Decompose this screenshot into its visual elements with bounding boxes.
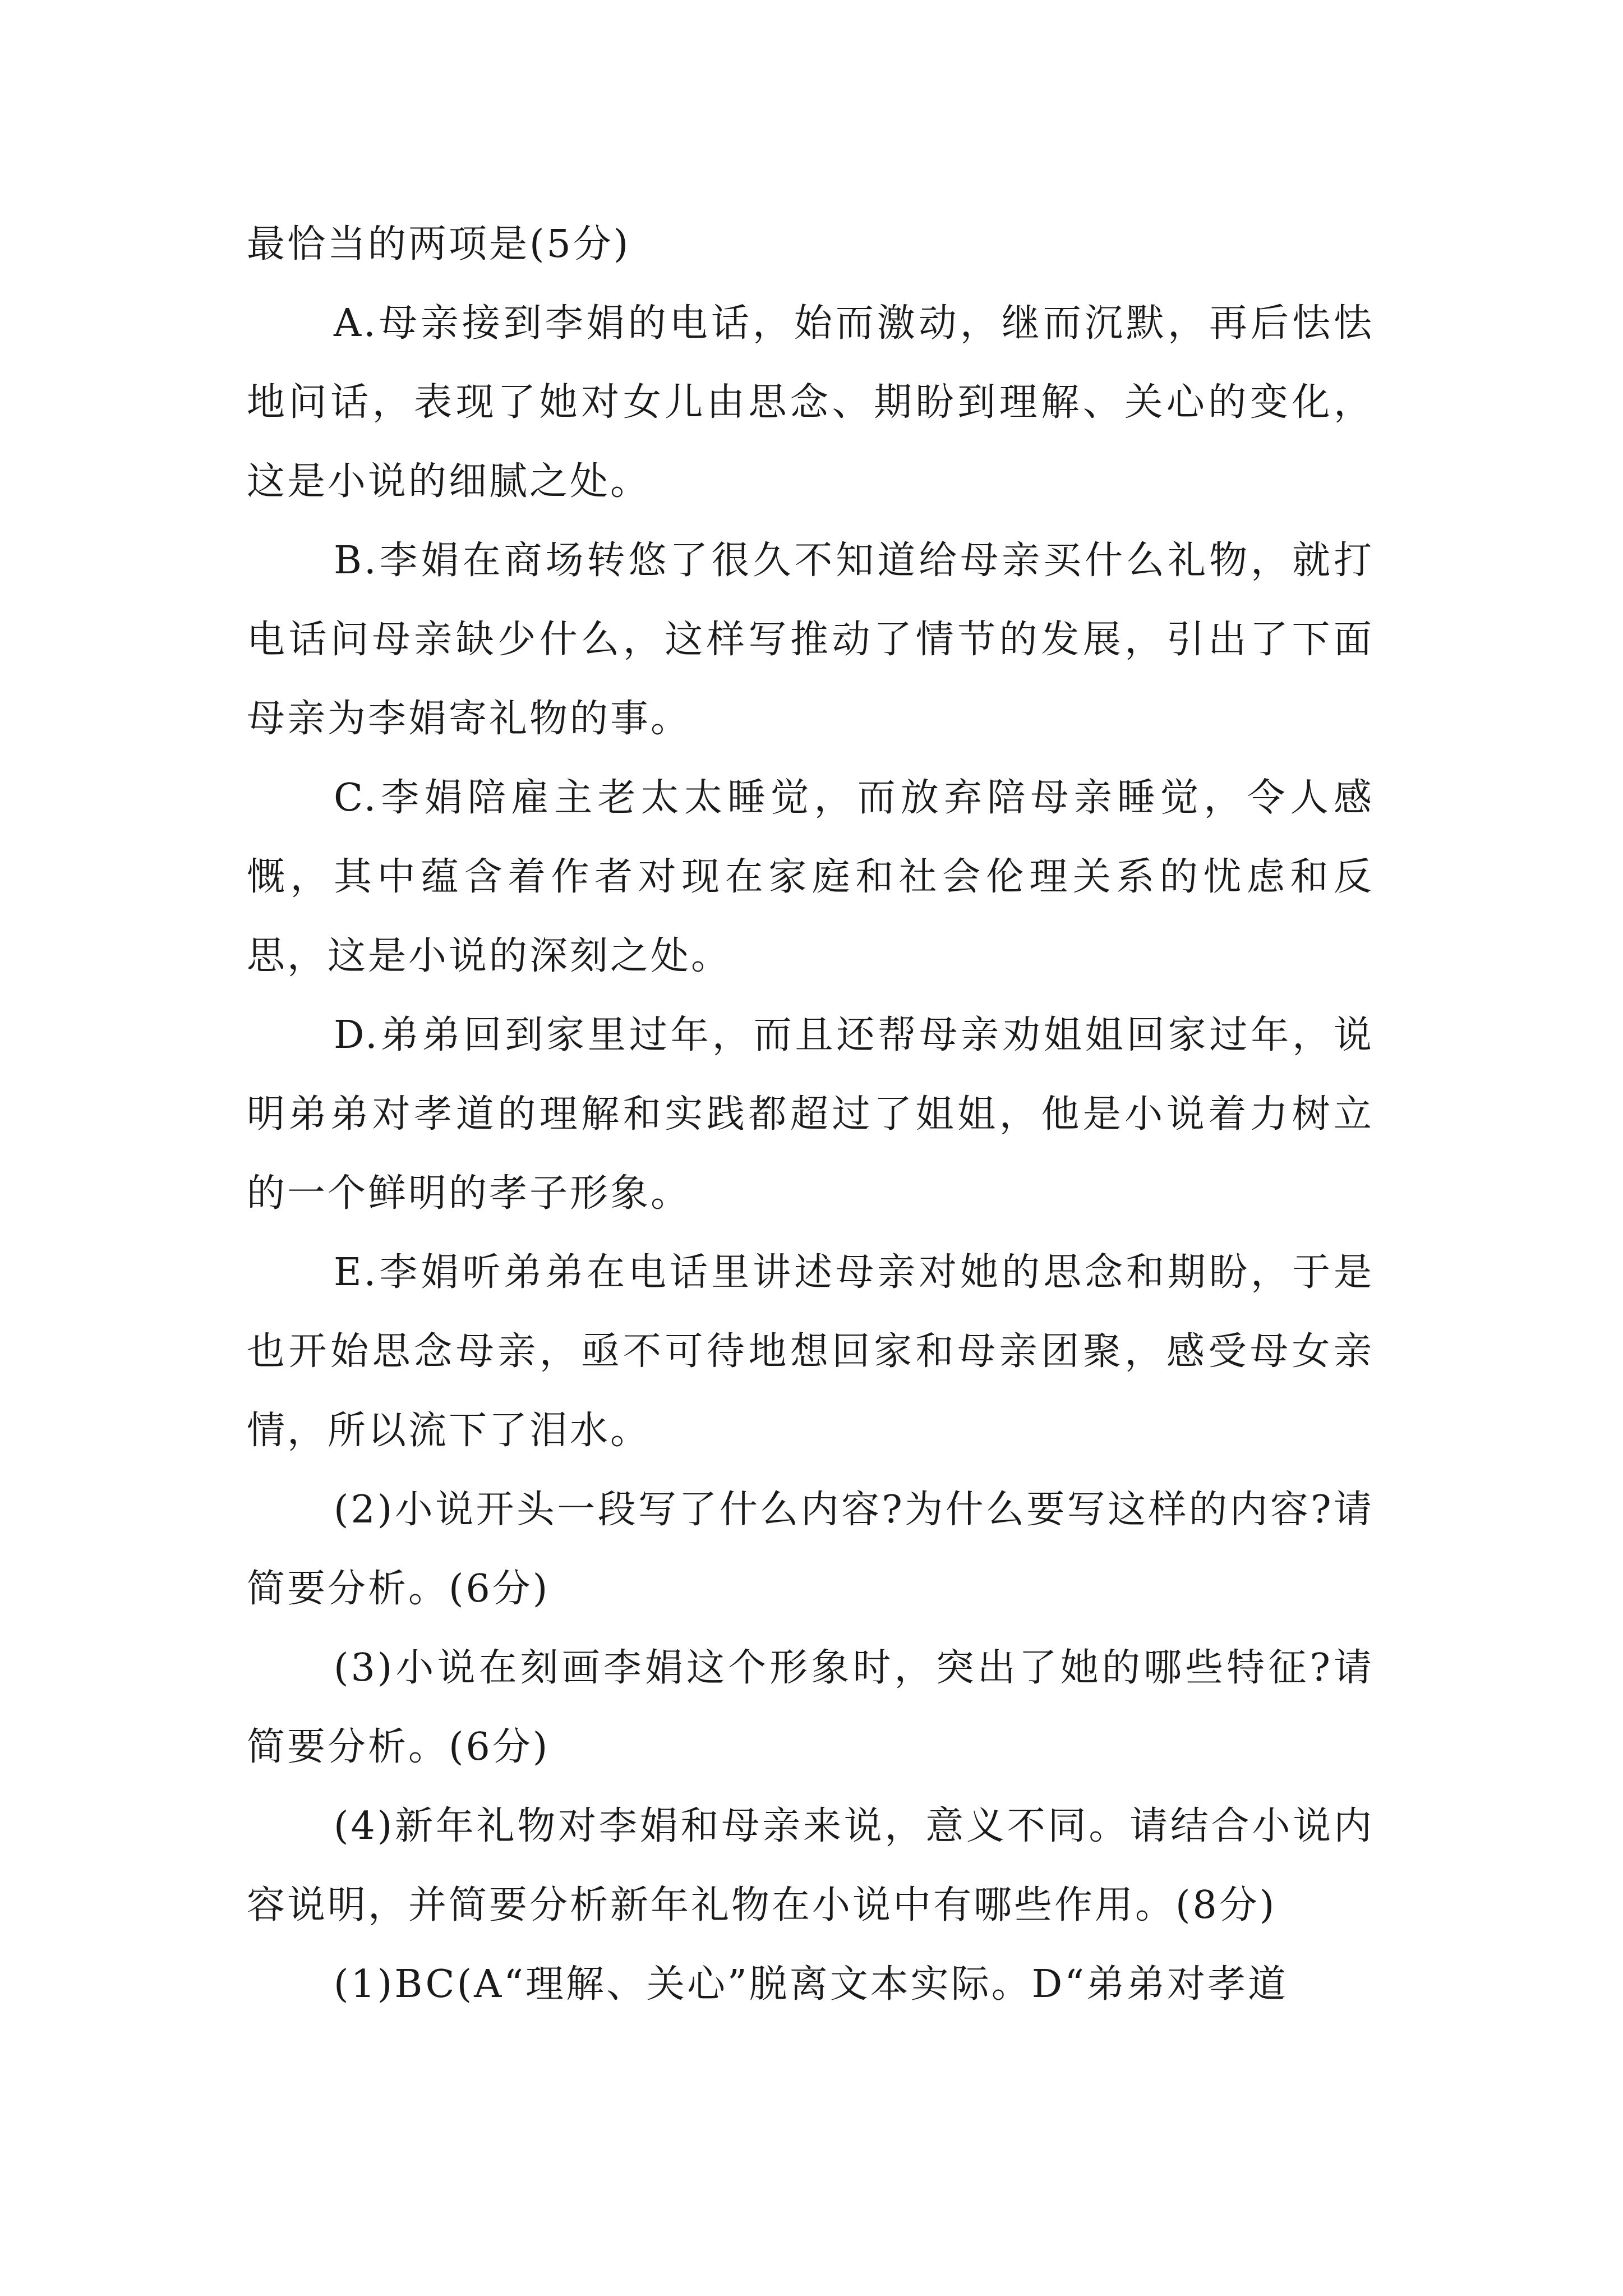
question-4: (4)新年礼物对李娟和母亲来说，意义不同。请结合小说内容说明，并简要分析新年礼物在小说中有哪些作用。(8分) — [247, 1804, 1374, 1927]
question-2: (2)小说开头一段写了什么内容?为什么要写这样的内容?请简要分析。(6分) — [247, 1488, 1374, 1611]
option-a: A.母亲接到李娟的电话，始而激动，继而沉默，再后怯怯地问话，表现了她对女儿由思念、期盼到理解、关心的变化，这是小说的细腻之处。 — [247, 301, 1374, 504]
option-d: D.弟弟回到家里过年，而且还帮母亲劝姐姐回家过年，说明弟弟对孝道的理解和实践都超过了姐姐，他是小说着力树立的一个鲜明的孝子形象。 — [247, 1013, 1374, 1216]
answer-1: (1)BC(A“理解、关心”脱离文本实际。D“弟弟对孝道 — [334, 1962, 1289, 2007]
document-body — [247, 205, 1374, 2024]
question-3: (3)小说在刻画李娟这个形象时，突出了她的哪些特征?请简要分析。(6分) — [247, 1646, 1374, 1769]
question-stem-continuation: 最恰当的两项是(5分) — [247, 222, 631, 266]
option-e: E.李娟听弟弟在电话里讲述母亲对她的思念和期盼，于是也开始思念母亲，亟不可待地想回家和母亲团聚，感受母女亲情，所以流下了泪水。 — [247, 1250, 1374, 1453]
option-b: B.李娟在商场转悠了很久不知道给母亲买什么礼物，就打电话问母亲缺少什么，这样写推动了情节的发展，引出了下面母亲为李娟寄礼物的事。 — [247, 539, 1374, 741]
option-c: C.李娟陪雇主老太太睡觉，而放弃陪母亲睡觉，令人感慨，其中蕴含着作者对现在家庭和社会伦理关系的忧虑和反思，这是小说的深刻之处。 — [247, 776, 1374, 978]
